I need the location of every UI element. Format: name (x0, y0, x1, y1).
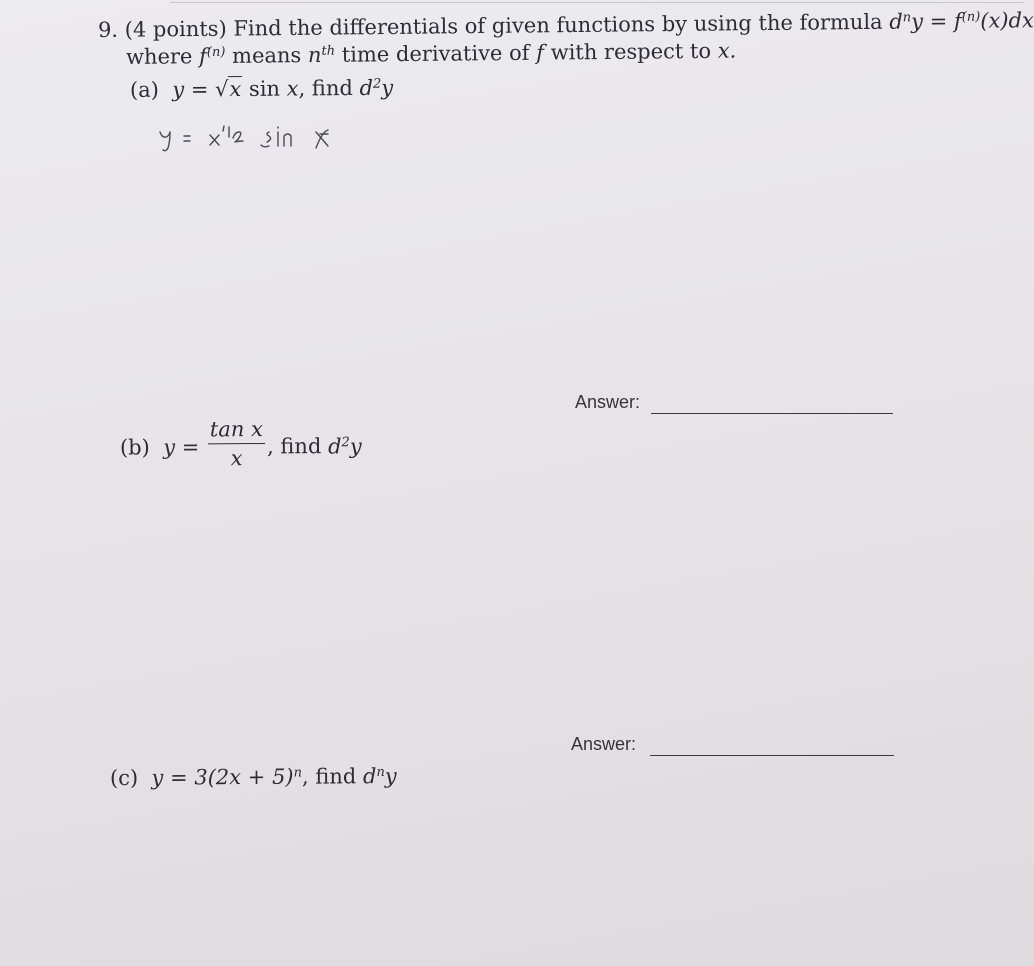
page-top-rule (170, 2, 1024, 3)
hand-n-glyph (284, 134, 291, 146)
fraction-tan-x-over-x: $\frac{\text{tan x}}{x}$ (208, 419, 265, 469)
answer-label-2: Answer: (571, 734, 637, 754)
question-points: (4 points) (124, 16, 227, 42)
hand-prime-glyph (223, 126, 224, 131)
part-c: (c) $y = 3(2x + 5)^n$, find $d^ny$ (109, 763, 397, 790)
part-c-target: $d^ny$ (362, 763, 397, 789)
question-prompt: Find the differentials of given functions by using the formula (233, 9, 883, 41)
hand-x-glyph (210, 135, 219, 145)
part-a-label: (a) (129, 77, 160, 102)
hand-y-glyph (160, 132, 170, 151)
part-c-label: (c) (109, 765, 139, 790)
answer-blank-1[interactable] (651, 413, 893, 414)
part-b-label: (b) (119, 435, 150, 460)
formula-f: $f^{(n)}(x)dx$ (953, 8, 1034, 34)
hand-x2-glyph (316, 130, 328, 148)
question-line-1 (98, 10, 1034, 41)
formula-d: $d^ny$ (889, 9, 924, 34)
hand-equals-glyph (184, 136, 190, 141)
hand-half-glyph (229, 127, 243, 142)
hand-s-glyph (261, 132, 271, 147)
sqrt-expression: √x (214, 77, 242, 102)
part-a-target: $d^2y$ (359, 75, 394, 100)
part-b-target: $d^2y$ (327, 433, 362, 459)
part-c-expression: $3(2x + 5)^n$ (194, 764, 303, 790)
part-b: (b) y = $\frac{\text{tan x}}{x}$ , find $d^2y$ (119, 417, 362, 471)
question-number: 9. (97, 17, 119, 42)
answer-label-1: Answer: (575, 392, 641, 412)
question-line-2: where $f^{(n)}$ means $n^{th}$ time derivative of f with respect to x. (125, 38, 737, 69)
part-a: (a) y = √x sin x, find $d^2y$ (129, 75, 394, 102)
handwritten-work (150, 118, 350, 158)
formula-equals: = (922, 9, 955, 34)
answer-blank-2[interactable] (650, 755, 894, 756)
